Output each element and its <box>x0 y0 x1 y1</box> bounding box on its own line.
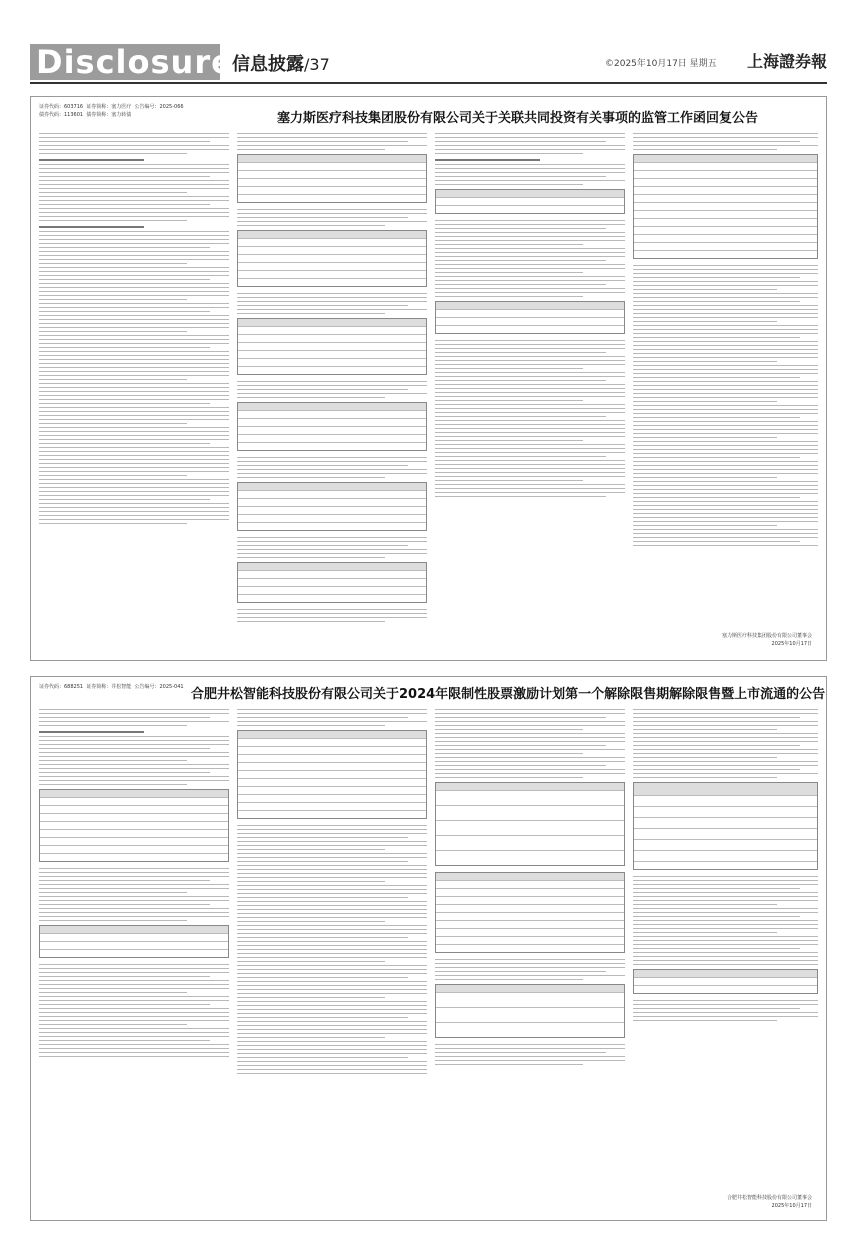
text-column <box>237 709 427 1177</box>
data-table <box>237 154 427 203</box>
data-table <box>633 782 818 870</box>
text-column <box>39 709 229 1177</box>
data-table <box>237 482 427 531</box>
data-table <box>39 789 229 862</box>
notice-headline: 塞力斯医疗科技集团股份有限公司关于关联共同投资有关事项的监管工作函回复公告 <box>277 111 759 126</box>
data-table <box>633 154 818 259</box>
text-column <box>435 133 625 623</box>
data-table <box>237 230 427 287</box>
data-table <box>435 782 625 866</box>
data-table <box>435 301 625 334</box>
data-table <box>237 730 427 819</box>
data-table <box>237 318 427 375</box>
signature-date: 2025年10月17日 <box>771 1203 812 1209</box>
text-column <box>633 709 818 1177</box>
text-column <box>633 133 818 623</box>
data-table <box>435 984 625 1038</box>
text-column <box>39 133 229 623</box>
issue-date: ©2025年10月17日 星期五 <box>605 59 717 69</box>
masthead-rule <box>30 82 827 84</box>
text-column <box>237 133 427 623</box>
text-column <box>435 709 625 1177</box>
code-item: 债券代码：113601 <box>39 112 84 118</box>
data-table <box>633 969 818 994</box>
disclosure-logo: Disclosure <box>30 44 220 80</box>
data-table <box>237 402 427 451</box>
signature-company: 塞力斯医疗科技集团股份有限公司董事会 <box>721 633 812 639</box>
data-table <box>435 872 625 953</box>
notice-headline: 合肥井松智能科技股份有限公司关于2024年限制性股票激励计划第一个解除限售期解除限售暨上市流通的公告 <box>191 687 826 702</box>
code-item: 公告编号：2025-041 <box>134 684 184 690</box>
section-title <box>232 50 330 76</box>
signature-company: 合肥井松智能科技股份有限公司董事会 <box>726 1195 812 1201</box>
code-item: 债券简称：塞力转债 <box>86 112 132 118</box>
data-table <box>435 189 625 214</box>
data-table <box>237 562 427 603</box>
signature-date: 2025年10月17日 <box>771 641 812 647</box>
security-codes <box>39 103 259 119</box>
data-table <box>39 925 229 958</box>
code-item: 证券简称：井松智能 <box>86 684 132 690</box>
masthead <box>0 0 857 82</box>
newspaper-brand: 上海證券報 <box>747 52 828 71</box>
code-item: 证券简称：塞力医疗 <box>86 104 132 110</box>
code-item: 证券代码：688251 <box>39 684 84 690</box>
page-number: /37 <box>304 55 330 74</box>
code-item: 公告编号：2025-066 <box>134 104 184 110</box>
notice-signature <box>727 1194 812 1210</box>
notice-sailisi-medical <box>30 96 827 661</box>
section-name: 信息披露 <box>232 54 304 75</box>
code-item: 证券代码：603716 <box>39 104 84 110</box>
notice-signature <box>722 632 812 648</box>
notice-jingsong-intelligent <box>30 676 827 1221</box>
